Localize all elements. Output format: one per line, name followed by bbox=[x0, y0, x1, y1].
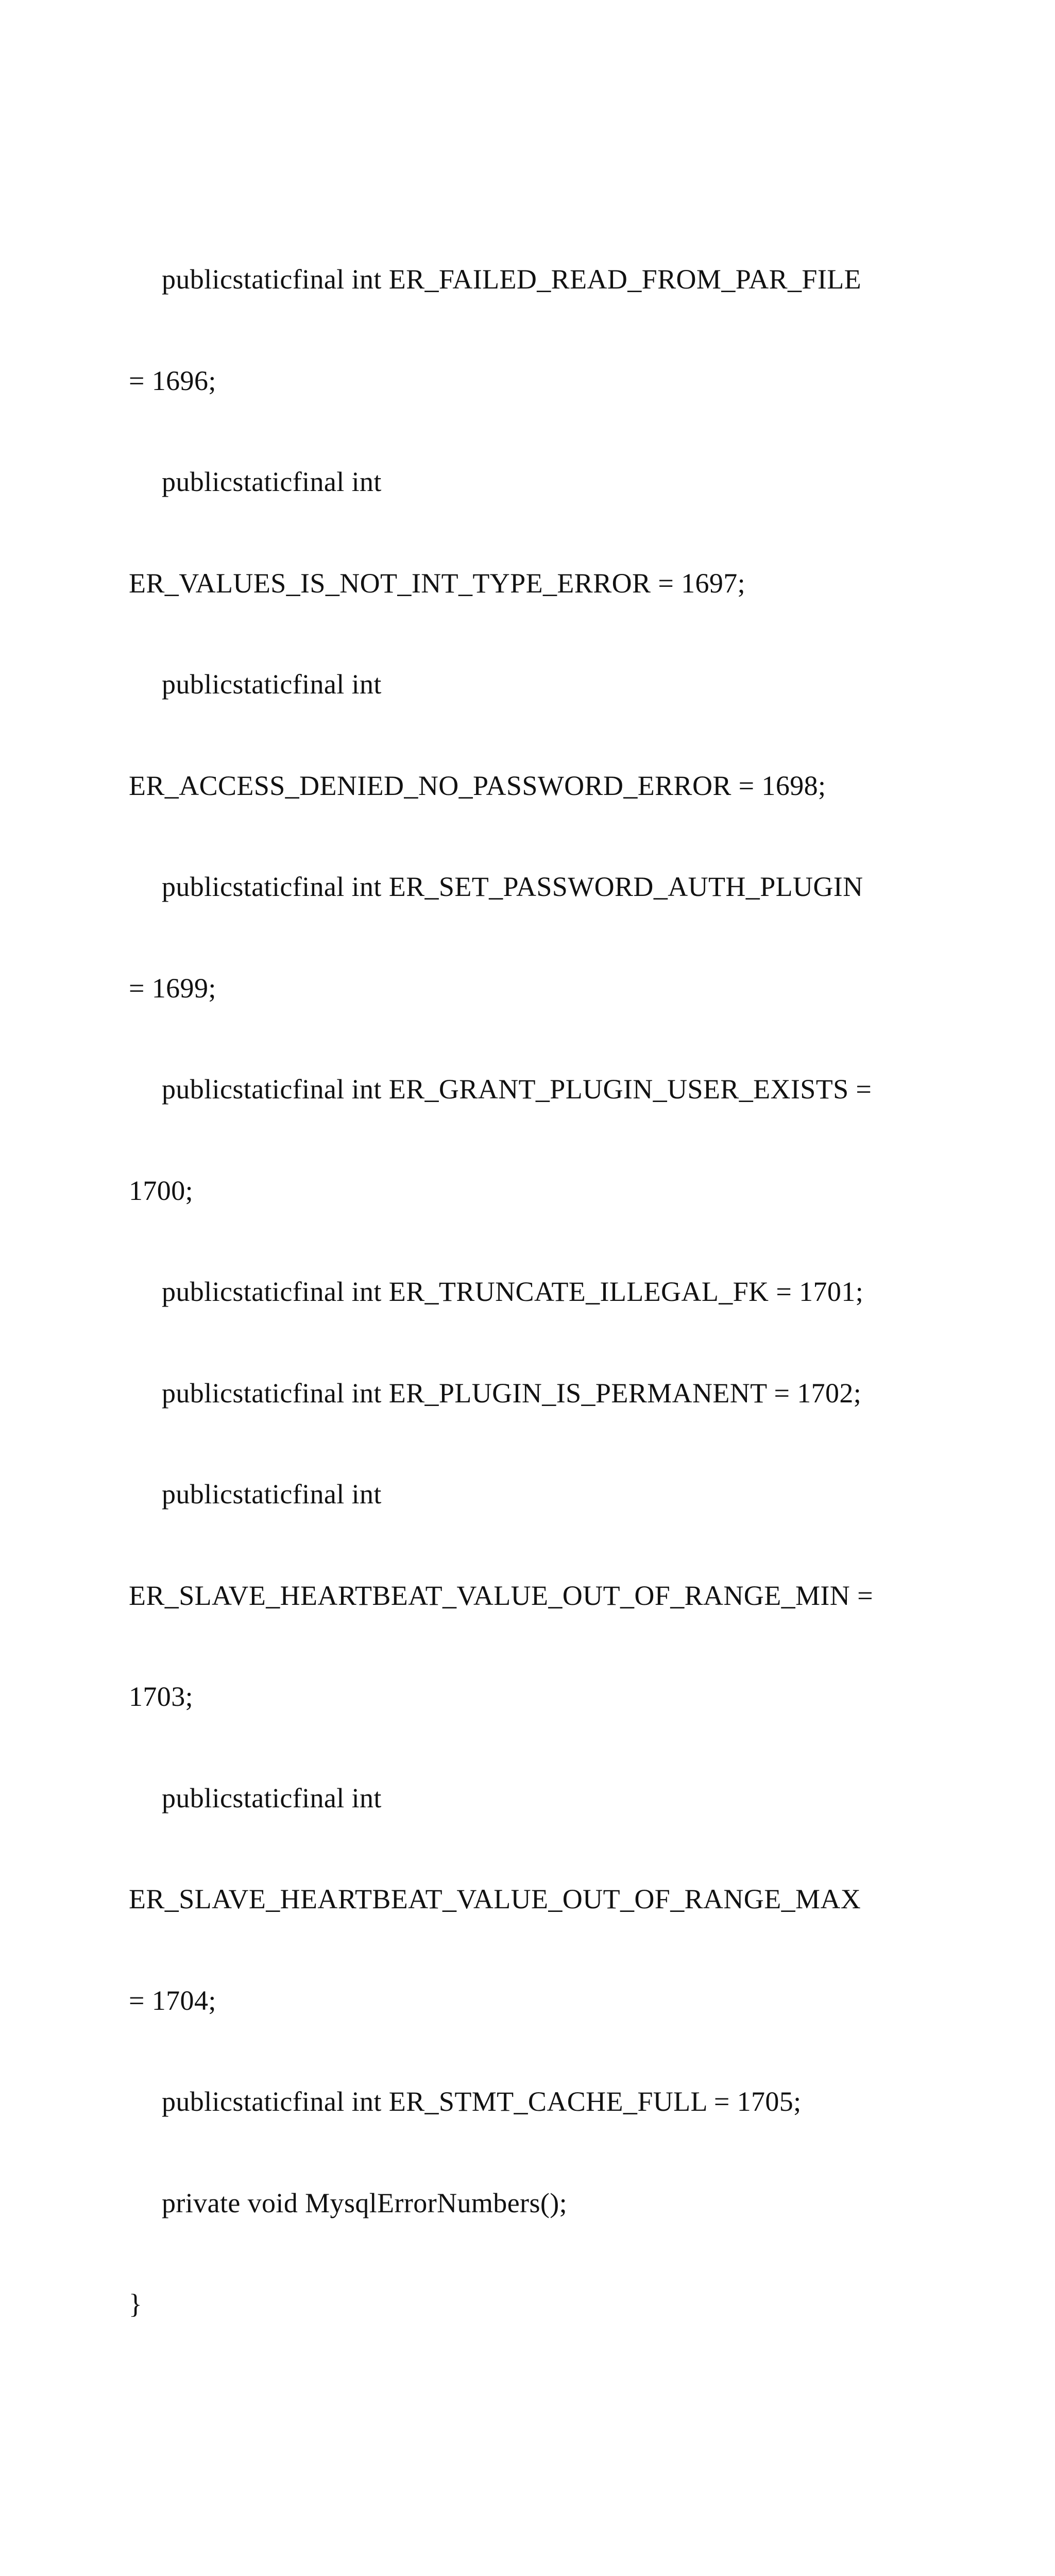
code-line: publicstaticfinal int bbox=[162, 1782, 382, 1814]
paragraph-gap bbox=[129, 2490, 932, 2557]
code-line: publicstaticfinal int ER_GRANT_PLUGIN_USER_EXISTS = bbox=[162, 1074, 872, 1105]
code-line: publicstaticfinal int bbox=[162, 466, 382, 497]
code-line: 1700; bbox=[129, 1175, 194, 1206]
code-line: ER_ACCESS_DENIED_NO_PASSWORD_ERROR = 1698; bbox=[129, 770, 826, 801]
code-line: publicstaticfinal int bbox=[162, 1479, 382, 1510]
code-line: publicstaticfinal int ER_STMT_CACHE_FULL = 1705; bbox=[162, 2086, 802, 2117]
code-line: private void MysqlErrorNumbers(); bbox=[162, 2187, 568, 2218]
code-line: 1703; bbox=[129, 1681, 194, 1712]
document-body bbox=[129, 128, 932, 2576]
code-line: publicstaticfinal int bbox=[162, 669, 382, 700]
code-line: = 1704; bbox=[129, 1985, 216, 2016]
code-line: publicstaticfinal int ER_FAILED_READ_FROM_PAR_FILE bbox=[162, 264, 862, 295]
code-line: publicstaticfinal int ER_TRUNCATE_ILLEGAL_FK = 1701; bbox=[162, 1276, 864, 1307]
code-line: publicstaticfinal int ER_SET_PASSWORD_AUTH_PLUGIN bbox=[162, 871, 863, 902]
code-line: ER_VALUES_IS_NOT_INT_TYPE_ERROR = 1697; bbox=[129, 567, 746, 599]
code-line: ER_SLAVE_HEARTBEAT_VALUE_OUT_OF_RANGE_MIN = bbox=[129, 1580, 873, 1611]
code-line: } bbox=[129, 2289, 143, 2319]
code-line: = 1699; bbox=[129, 972, 216, 1004]
code-line: = 1696; bbox=[129, 365, 216, 396]
code-line: publicstaticfinal int ER_PLUGIN_IS_PERMANENT = 1702; bbox=[162, 1377, 862, 1409]
code-block-error-numbers bbox=[129, 195, 932, 2389]
code-line: ER_SLAVE_HEARTBEAT_VALUE_OUT_OF_RANGE_MAX bbox=[129, 1884, 861, 1914]
